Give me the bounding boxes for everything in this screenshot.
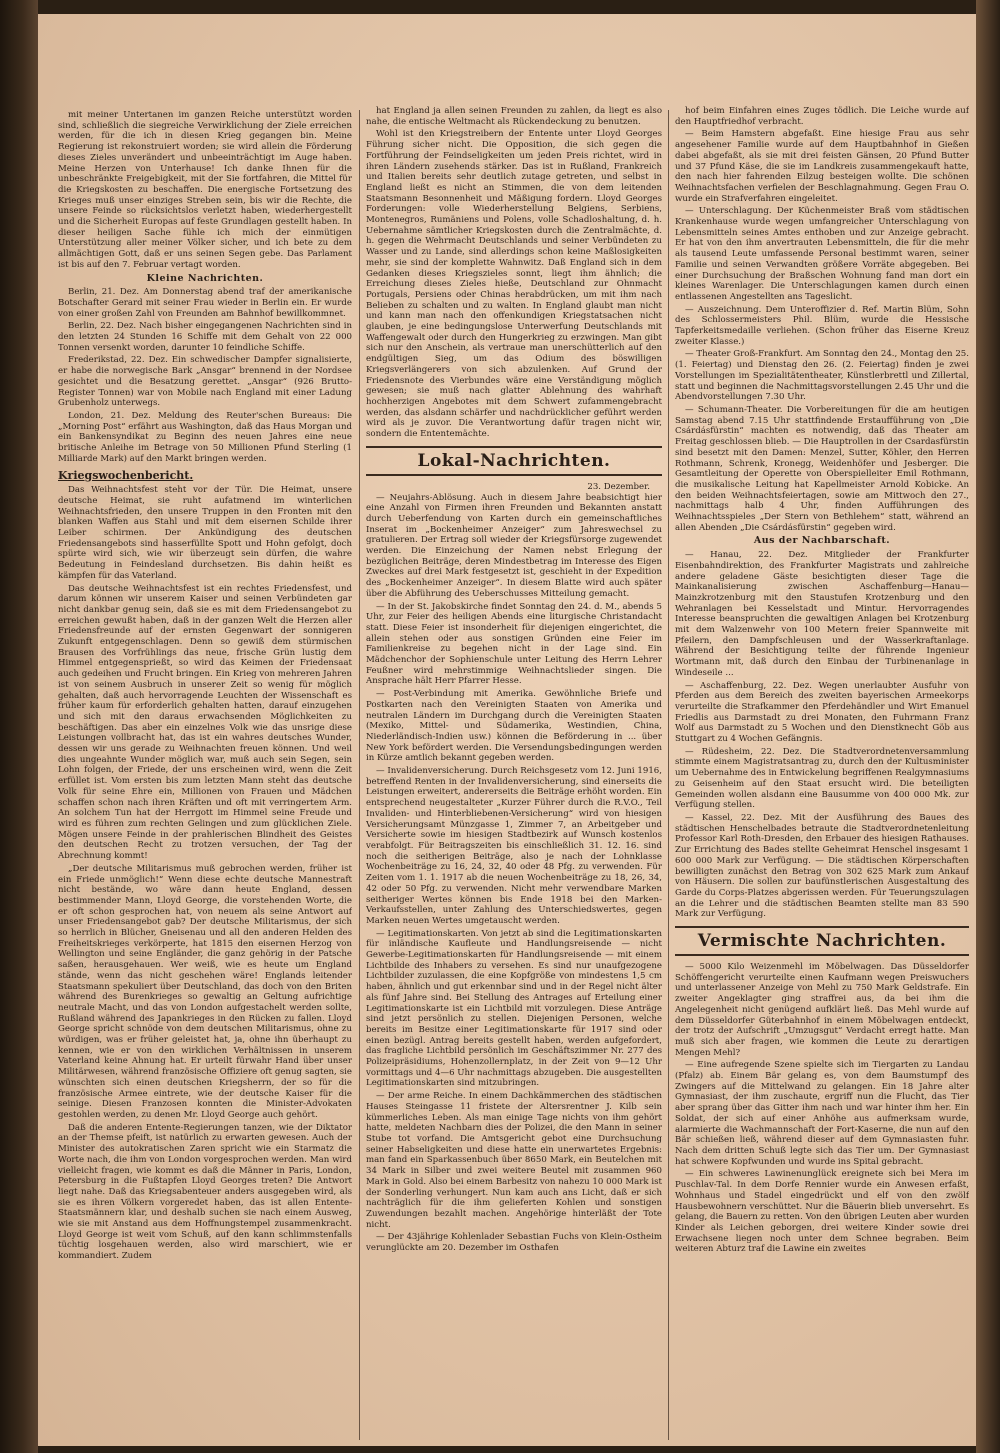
news-item: — Eine aufregende Szene spielte sich im Tiergarten zu Landau (Pfalz) ab. Einem Bär gelang es, von dem Baumstumpf des Zwingers auf die Mittelwand zu gelangen. Ein 18 Jahre alter Gymnasiast, der ihm zuschaute, ergriff nun die Flucht, das Tier aber sprang über das Gitter ihm nach und war hinter ihm her. Ein Soldat, der sich auf einer Anhöhe aus aufmerksam wurde, alarmierte die Wachmannschaft der Fort-Kaserne, die nun auf den Bär schießen ließ, während dieser auf dem Gymnasiasten fuhr. Nach dem dritten Schuß legte sich das Tier um. Der Gymnasiast hat schwere Kopfwunden und wurde ins Spital gebracht. bbox=[675, 1060, 969, 1167]
section-heading: Kleine Nachrichten. bbox=[146, 272, 264, 284]
article-text: Daß die anderen Entente-Regierungen tanzen, wie der Diktator an der Themse pfeift, ist natürlich zu erwarten gewesen. Auch der Minister des autokratischen Zaren spricht wie ein Starmatz die Worte nach, die ihm von London vorgesprochen werden. Man wird vielleicht fragen, wie kommt es daß die Männer in Paris, London, Petersburg in die Fußtapfen Lloyd Georges treten? Die Antwort liegt nahe. Daß das Kriegsabenteuer anders ausgegeben wird, als sie es ihren Völkern vorgeredet haben, das ist allen Entente-Staatsmännern klar, und deshalb suchen sie nach einem Ausweg, wie sie mit Anstand aus dem Hoffnungstempel zusammenkracht. Lloyd George ist weit vom Schuß, auf den kann schlimmstenfalls tüchtig losgehauen werden, also wird marschiert, wie er kommandiert. Zudem bbox=[58, 1122, 352, 1262]
column-2 bbox=[366, 106, 662, 1441]
news-item: — Kassel, 22. Dez. Mit der Ausführung des Baues des städtischen Henschelbades betraute die Stadtverordnetenleitung Professor Karl Roth-Dresden, den Erbauer des hiesigen Rathauses. Zur Errichtung des Bades stellte Geheimrat Henschel insgesamt 1 600 000 Mark zur Verfügung. — Die städtischen Körperschaften bewilligten zunächst den Betrag von 302 625 Mark zum Ankauf von Häusern. Die sollen zur baufünstlerischen Ausgestaltung des Garde du Corps-Platzes abgerissen werden. Für Teuerungszulagen an die Lehrer und die städtischen Beamten stellte man 83 590 Mark zur Verfügung. bbox=[675, 813, 969, 920]
section-heading: Kriegswochenbericht. bbox=[58, 468, 194, 482]
section-heading: Lokal-Nachrichten. bbox=[417, 450, 611, 471]
column-rule bbox=[359, 110, 360, 1440]
news-item: Berlin, 22. Dez. Nach bisher eingegangenen Nachrichten sind in den letzten 24 Stunden 16 Schiffe mit dem Gehalt von 22 000 Tonnen versenkt worden, darunter 10 feindliche Schiffe. bbox=[58, 321, 352, 353]
article-text: mit meiner Untertanen im ganzen Reiche unterstützt worden sind, schließlich die siegreiche Verwirklichung der Ziele erreichen werden, für die ich in diesen Krieg gegangen bin. Meine Regierung ist rekonstruiert worden; sie wird allein die Förderung dieses Zieles unverändert und unbeeinträchtigt im Auge haben. Meine Herzen von Unterhause! Ich danke Ihnen für die unbeschränkte Freigebigkeit, mit der Sie fortfahren, die Mittel für die Kriegskosten zu beschaffen. Die energische Fortsetzung des Krieges muß unser einziges Streben sein, bis wir die Rechte, die unsere Feinde so rücksichtslos verletzt haben, wiederhergestellt und die Sicherheit Europas auf feste Grundlagen gestellt haben. In dieser heiligen Sache fühle ich mich der einmütigen Unterstützung aller meiner Völker sicher, und ich bete zu dem allmächtigen Gott, daß er uns seinen Segen gebe. Das Parlament ist bis auf den 7. Februar vertagt worden. bbox=[58, 110, 352, 270]
news-item: — Unterschlagung. Der Küchenmeister Braß vom städtischen Krankenhause wurde wegen umfangreicher Unterschlagung von Lebensmitteln seines Amtes enthoben und zur Anzeige gebracht. Er hat von den ihm anvertrauten Lebensmitteln, die für die mehr als tausend Leute umfassende Personal bestimmt waren, seiner Familie und seinen Verwandten größere Vorräte abgegeben. Bei einer Durchsuchung der Braßschen Wohnung fand man dort ein kleines Warenlager. Die Unterschlagungen kamen durch einen entlassenen Angestellten ans Tageslicht. bbox=[675, 206, 969, 302]
news-item: — Beim Hamstern abgefaßt. Eine hiesige Frau aus sehr angesehener Familie wurde auf dem Hauptbahnhof in Gießen dabei abgefaßt, als sie mit drei feisten Gänsen, 20 Pfund Butter und 37 Pfund Käse, die sie im Landkreis zusammengekauft hatte, den nach hier fahrenden Eilzug besteigen wollte. Die schönen Weihnachtsfachen verfielen der Beschlagnahmung. Gegen Frau O. wurde ein Strafverfahren eingeleitet. bbox=[675, 129, 969, 204]
news-item: — Legitimationskarten. Von jetzt ab sind die Legitimationskarten für inländische Kaufleute und Handlungsreisende — nicht Gewerbe-Legitimationskarten für Handlungsreisende — mit einem Lichtbilde des Inhabers zu versehen. Es sind nur unaufgezogene Lichtbilder zuzulassen, die eine Kopfgröße von mindestens 1,5 cm haben, ähnlich und gut erkennbar sind und in der Regel nicht älter als fünf Jahre sind. Bei Stellung des Antrages auf Erteilung einer Legitimationskarte ist ein Lichtbild mit vorzulegen. Diese Anträge sind jetzt persönlich zu stellen. Diejenigen Personen, welche bereits im Besitze einer Legitimationskarte für 1917 sind oder einen bezügl. Antrag bereits gestellt haben, werden aufgefordert, das fragliche Lichtbild persönlich im Geschäftszimmer Nr. 277 des Polizeipräsidiums, Hohenzollernplatz, in der Zeit von 9—12 Uhr vormittags und 4—6 Uhr nachmittags abzugeben. Die ausgestellten Legitimationskarten sind mitzubringen. bbox=[366, 928, 662, 1089]
news-item: Berlin, 21. Dez. Am Donnerstag abend traf der amerikanische Botschafter Gerard mit seiner Frau wieder in Berlin ein. Er wurde von einer großen Zahl von Freunden am Bahnhof bewillkommnet. bbox=[58, 287, 352, 319]
news-item: — Auszeichnung. Dem Unteroffizier d. Ref. Martin Blüm, Sohn des Schlossermeisters Phil. Blüm, wurde die Hessische Tapferkeitsmedaille verliehen. (Schon früher das Eiserne Kreuz zweiter Klasse.) bbox=[675, 304, 969, 347]
column-1 bbox=[58, 110, 352, 1440]
column-rule bbox=[668, 110, 669, 1440]
section-heading: Vermischte Nachrichten. bbox=[697, 931, 947, 952]
newspaper-page bbox=[38, 14, 976, 1446]
news-item: — Ein schweres Lawinenunglück ereignete sich bei Mera im Puschlav-Tal. In dem Dorfe Rennier wurde ein Anwesen erfaßt, Wohnhaus und Stadel eingedrückt und elf von den zwölf Hausbewohnern verschüttet. Nur die Bäuerin blieb unversehrt. Es gelang, die Bauern zu retten. Von den übrigen Leuten aber wurden Kinder als Leichen geborgen, drei weitere Kinder sowie drei Erwachsene liegen noch unter dem Schnee begraben. Beim weiteren Abturz traf die Lawine ein zweites bbox=[675, 1169, 969, 1255]
section-heading: Aus der Nachbarschaft. bbox=[753, 535, 891, 547]
news-item: — Hanau, 22. Dez. Mitglieder der Frankfurter Eisenbahndirektion, des Frankfurter Magistrats und zahlreiche andere geladene Gäste besichtigten dieser Tage die Mainkanalisierung zwischen Aschaffenburg—Hanau—Mainzkrotzenburg mit den Staustufen Krotzenburg und den Wehranlagen bei Kesselstadt und Mintur. Hervorragendes Interesse beanspruchten die gewaltigen Anlagen bei Krotzenburg mit dem Walzenwehr von 100 Metern freier Spannweite mit Pfeilern, den Dampfschleusen und der Wasserkraftanlage. Während der Besichtigung teilte der führende Ingenieur Wortmann mit, daß durch den Einbau der Turbinenanlage in Windeseile ... bbox=[675, 550, 969, 678]
news-item: — Theater Groß-Frankfurt. Am Sonntag den 24., Montag den 25. (1. Feiertag) und Dienstag den 26. (2. Feiertag) finden je zwei Vorstellungen im Spezialitätentheater, Künstlerbrettl und Zillertal, statt und beginnen die Nachmittagsvorstellungen 2.45 Uhr und die Abendvorstellungen 7.30 Uhr. bbox=[675, 349, 969, 403]
book-binding bbox=[0, 0, 38, 1453]
news-item: — Invalidenversicherung. Durch Reichsgesetz vom 12. Juni 1916, betreffend Renten in der Invalidenversicherung, sind einerseits die Leistungen erweitert, andererseits die Beiträge erhöht worden. Ein entsprechend neugestalteter „Kurzer Führer durch die R.V.O., Teil Invaliden- und Hinterbliebenen-Versicherung“ wird von hiesigen Versicherungsamt Münzgasse 1, Zimmer 7, an Arbeitgeber und Versicherte sowie im hiesigen Stadtbezirk auf Wunsch kostenlos verabfolgt. Für Beitragszeiten bis einschließlich 31. 12. 16. sind noch die seitherigen Beiträge, also je nach der Lohnklasse Wochenbeiträge zu 16, 24, 32, 40 oder 48 Pfg. zu verwenden. Für Zeiten vom 1. 1. 1917 ab die neuen Wochenbeiträge zu 18, 26, 34, 42 oder 50 Pfg. zu verwenden. Nicht mehr verwendbare Marken seitheriger Wertes können bis Ende 1918 bei den Marken-Verkaufsstellen, unter Zahlung des Unterschiedswertes, gegen Marken neuen Wertes umgetauscht werden. bbox=[366, 766, 662, 926]
news-item: — Aschaffenburg, 22. Dez. Wegen unerlaubter Ausfuhr von Pferden aus dem Bereich des zweiten bayerischen Armeekorps verurteilte die Strafkammer den Pferdehändler und Wirt Emanuel Friedlis aus Darmstadt zu drei Monaten, den Fuhrmann Franz Wolf aus Darmstadt zu 5 Wochen und den Dienstknecht Göb aus Stuttgart zu 4 Wochen Gefängnis. bbox=[675, 680, 969, 745]
news-item: — Schumann-Theater. Die Vorbereitungen für die am heutigen Samstag abend 7.15 Uhr stattfindende Erstaufführung von „Die Csárdásfürstin“ machten es notwendig, daß das Theater am Freitag geschlossen blieb. — Die Hauptrollen in der Csardasfürstin sind besetzt mit den Damen: Menzel, Sutter, Köhler, den Herren Rothmann, Schrenk, Kronegg, Weidenhöfer und Jesberger. Die Gesamtleitung der Operette von Oberspielleiter Emil Rothmann, die musikalische Leitung hat Kapellmeister Arnold Kobicke. An den beiden Weihnachtsfeiertagen, sowie am Mittwoch den 27., nachmittags halb 4 Uhr, finden Aufführungen des Weihnachtsspieles „Der Stern von Bethlehem“ statt, während an allen Abenden „Die Csárdásfürstin“ gegeben wird. bbox=[675, 404, 969, 533]
news-item: — Der 43jährige Kohlenlader Sebastian Fuchs von Klein-Ostheim verunglückte am 20. Dezember im Osthafen bbox=[366, 1232, 662, 1254]
column-3 bbox=[675, 106, 969, 1441]
article-text: Das Weihnachtsfest steht vor der Tür. Die Heimat, unsere deutsche Heimat, sie ruht aufatmend im winterlichen Weihnachtsfrieden, den unsere Truppen in den Fronten mit den blanken Waffen aus Stahl und mit dem eisernen Schilde ihrer Leiber schirmen. Der Ankündigung des deutschen Friedensangebots sind hasserfüllte Spott und Hohn gefolgt, doch spürte wird sich, wie wir überzeugt sein dürfen, die wahre Bedeutung in Feindesland durchsetzen. Bis dahin heißt es kämpfen für das Vaterland. bbox=[58, 485, 352, 581]
news-item: London, 21. Dez. Meldung des Reuter'schen Bureaus: Die „Morning Post“ erfährt aus Washington, daß das Haus Morgan und ein Bankensyndikat zu Beginn des neuen Jahres eine neue britische Anleihe im Betrage von 50 Millionen Pfund Sterling (1 Milliarde Mark) auf den Markt bringen werden. bbox=[58, 410, 352, 464]
section-heading-box bbox=[366, 446, 662, 476]
article-text: Wohl ist den Kriegstreibern der Entente unter Lloyd Georges Führung sicher nicht. Die Opposition, die sich gegen die Fortführung der Feindseligkeiten um jeden Preis richtet, wird in ihren Ländern zusehends stärker. Das ist in Rußland, Frankreich und Italien bereits sehr deutlich zutage getreten, und selbst in England ließt es nicht an Stimmen, die von dem leitenden Staatsmann Besonnenheit und Mäßigung fordern. Lloyd Georges Forderungen: volle Wiederherstellung Belgiens, Serbiens, Montenegros, Rumäniens und Polens, volle Schadloshaltung, d. h. Uebernahme sämtlicher Kriegskosten durch die Zentralmächte, d. h. gegen die Wehrmacht Deutschlands und seiner Verbündeten zu Wasser und zu Lande, sind allerdings schon keine Maßlosigkeiten mehr, sie sind der komplette Wahnwitz. Daß England sich in dem Gedanken dieses Kriegszieles sonnt, liegt ihm ähnlich; die Erreichung dieses Zieles hieße, Deutschland zur Ohnmacht Portugals, Persiens oder Chinas herabdrücken, um mit ihm nach Belieben zu schalten und zu walten. In England glaubt man nicht und kann man nach den offenkundigen Kriegstatsachen nicht glauben, je eine bedingungslose Unterwerfung Deutschlands mit Waffengewalt oder durch den Hungerkrieg zu erzwingen. Man gibt sich nur den Anschein, als vertraue man unerschütterlich auf den endgültigen Sieg, um das Odium des böswilligen Kriegsverlängerers von sich abzulenken. Auf Grund der Friedensnote des Vierbundes wäre eine Verständigung möglich gewesen; sie muß nach glatter Ablehnung des wahrhaft hochherzigen Angebotes mit dem Schwert zufammengebracht werden, das alsdann schärfer und nachdrücklicher geführt werden wird als je zuvor. Die Verantwortung dafür tragen nicht wir, sondern die Ententemächte. bbox=[366, 129, 662, 440]
news-item: — Post-Verbindung mit Amerika. Gewöhnliche Briefe und Postkarten nach den Vereinigten Staaten von Amerika und neutralen Ländern im Durchgang durch die Vereinigten Staaten (Mexiko, Mittel- und Südamerika, Westindien, China, Niederländisch-Indien usw.) können die Beförderung in ... über New York befördert werden. Die Versendungsbedingungen werden in Kürze amtlich bekannt gegeben werden. bbox=[366, 689, 662, 764]
news-item: Frederikstad, 22. Dez. Ein schwedischer Dampfer signalisierte, er habe die norwegische Bark „Ansgar“ brennend in der Nordsee gesichtet und die Besatzung gerettet. „Ansgar“ (926 Brutto-Register Tonnen) war von Mobile nach England mit einer Ladung Grubenholz unterwegs. bbox=[58, 355, 352, 409]
article-text: Das deutsche Weihnachtsfest ist ein rechtes Friedensfest, und darum können wir unserem Kaiser und seinen Verbündeten gar nicht dankbar genug sein, daß sie es mit dem Friedensangebot zu erreichen gewußt haben, daß in der ganzen Welt die Herzen aller Friedensfreunde auf der ernsten Gegenwart der sonnigeren Zukunft entgegenschlagen. Denn so gewiß dem stürmischen Brausen des Vorfrühlings das neue, frische Grün lustig dem Himmel entgegensprießt, so wird das Keimen der Friedensaat auch gedeihen und Frucht bringen. Ein Krieg von mehreren Jahren ist von seinem Ausbruch in unserer Zeit so wenig für möglich gehalten, daß auch hervorragende Leuchten der Wissenschaft es früher kaum für erforderlich gehalten hatten, darauf einzugehen und sich mit den daraus erwachsenden Möglichkeiten zu beschäftigen. Das aber ein einzelnes Volk wie das unsrige diese Leistungen vollbracht hat, das ist ein wahres deutsches Wunder, dessen wir uns gerade zu Weihnachten freuen können. Und weil dies ungeahnte Wunder möglich war, muß auch sein Segen, sein Lohn folgen, der Friede, der uns erscheinen wird, wenn die Zeit erfüllet ist. Vom ersten bis zum letzten Mann steht das deutsche Volk für seine Ehre ein, Millionen von Frauen und Mädchen schaffen schon nach ihren Kräften und oft mit verringertem Arm. An solchem Tun hat der Herrgott im Himmel seine Freude und wird es führen zum rechten Gelingen und zum glücklichen Ziele. Mögen unsere Feinde in der prahlerischen Blindheit des Geistes den deutschen Recht zu trotzen versuchen, der Tag der Abrechnung kommt! bbox=[58, 583, 352, 862]
page-edge bbox=[976, 0, 1000, 1453]
news-item: — Neujahrs-Ablösung. Auch in diesem Jahre beabsichtigt hier eine Anzahl von Firmen ihren Freunden und Bekannten anstatt durch Ueberfendung von Karten durch ein gemeinschaftliches Inserat im „Bockenheimer Anzeiger“ zum Jahreswechsel zu gratulieren. Der Ertrag soll wieder der Kriegsfürsorge zugewendet werden. Die Einzeichung der Namen nebst Erlegung der bezüglichen Beiträge, deren Mindestbetrag im Interesse des Eigen Zweckes auf drei Mark festgesetzt ist, geschieht in der Expedition des „Bockenheimer Anzeiger“. In diesem Blatte wird auch später über die Abführung des Ueberschusses Mitteilung gemacht. bbox=[366, 492, 662, 599]
news-item: — Der arme Reiche. In einem Dachkämmerchen des städtischen Hauses Steingasse 11 fristete der Altersrentner J. Kilb sein kümmerliches Leben. Als man einige Tage nichts von ihm gehört hatte, meldeten Nachbarn dies der Polizei, die den Mann in seiner Stube tot vorfand. Die Amtsgericht gebot eine Durchsuchung seiner Habseligkeiten und diese hatte ein unerwartetes Ergebnis: man fand ein Sparkassenbuch über 8650 Mark, ein Beutelchen mit 34 Mark in Silber und zwei weitere Beutel mit zusammen 960 Mark in Gold. Also bei einem Barbesitz von nahezu 10 000 Mark ist der Sonderling verhungert. Nun kam auch ans Licht, daß er sich nachträglich für die ihm gelieferten Kohlen und sonstigen Zuwendungen bezahlt machen. Angehörige hinterläßt der Tote nicht. bbox=[366, 1091, 662, 1230]
news-item: — In der St. Jakobskirche findet Sonntag den 24. d. M., abends 5 Uhr, zur Feier des heiligen Abends eine liturgische Christandacht statt. Diese Feier ist insonderheit für diejenigen eingerichtet, die allein stehen oder aus sonstigen Gründen eine Feier im Familienkreise zu begehen nicht in der Lage sind. Ein Mädchenchor der Sophienschule unter Leitung des Herrn Lehrer Feußner wird mehrstimmige Weihnachtslieder singen. Die Ansprache hält Herr Pfarrer Hesse. bbox=[366, 601, 662, 687]
article-text: hof beim Einfahren eines Zuges tödlich. Die Leiche wurde auf den Hauptfriedhof verbracht. bbox=[675, 106, 969, 127]
section-heading-box bbox=[675, 926, 969, 956]
news-item: — Rüdesheim, 22. Dez. Die Stadtverordnetenversammlung stimmte einem Magistratsantrag zu, durch den der Kultusminister um Uebernahme des in Entwickelung begriffenen Realgymnasiums zu Geisenheim auf den Staat ersucht wird. Die beteiligten Gemeinden wollen alsdann eine Bausumme von 400 000 Mk. zur Verfügung stellen. bbox=[675, 746, 969, 811]
news-item: — 5000 Kilo Weizenmehl im Möbelwagen. Das Düsseldorfer Schöffengericht verurteilte einen Kaufmann wegen Preiswuchers und unterlassener Anzeige von Mehl zu 750 Mark Geldstrafe. Ein zweiter Angeklagter ging straffrei aus, da bei ihm die Angelegenheit nicht genügend aufklärt ließ. Das Mehl wurde auf dem Düsseldorfer Güterbahnhof in einem Möbelwagen entdeckt, der trotz der Aufschrift „Umzugsgut“ Verdacht erregt hatte. Man muß sich aber fragen, wie kommen die Leute zu derartigen Mengen Mehl? bbox=[675, 962, 969, 1058]
article-text: hat England ja allen seinen Freunden zu zahlen, da liegt es also nahe, die entische Weltmacht als Rückendeckung zu benutzen. bbox=[366, 106, 662, 127]
article-text: „Der deutsche Militarismus muß gebrochen werden, früher ist ein Friede unmöglich!“ Wenn diese echte deutsche Mannestraft nicht bestände, wo wäre dann heute England, dessen bestimmender Mann, Lloyd George, die vorstehenden Worte, die er oft schon gesprochen hat, von neuem als seine Antwort auf unser Friedensangebot gab? Der deutsche Militarismus, der sich so herrlich in Blücher, Gneisenau und all den anderen Helden des Freiheitskrieges verkörperte, hat 1815 den eisernen Herzog von Wellington und seine Engländer, die ganz gehörig in der Patsche saßen, herausgehauen. Wer weiß, wie es heute um England stände, wenn das nicht geschehen wäre! Englands leitender Staatsmann spekuliert über Deutschland, das doch von den Briten während des Burenkrieges so gewaltig an Geltung aufrichtige neutrale Macht, und das von London aufgestachelt werden sollte, Rußland während des Japankrieges in den Rücken zu fallen. Lloyd George spricht schnöde von dem deutschen Militarismus, ohne zu würdigen, was er früher geleistet hat, ja, ohne ihn überhaupt zu kennen, wie er von den wirklichen Verhältnissen in unserem Vaterland keine Ahnung hat. Er urteilt fürwahr Hand über unser Militärwesen, während französische Offiziere oft genug sagten, sie wünschten sich einen deutschen Kriegsherrn, der so für die französische Armee eintrete, wie der deutsche Kaiser für die seinige. Diesen Franzosen konnten die Minister-Advokaten gestohlen werden, zu denen Mr. Lloyd George auch gehört. bbox=[58, 863, 352, 1120]
dateline: 23. Dezember. bbox=[587, 481, 650, 492]
